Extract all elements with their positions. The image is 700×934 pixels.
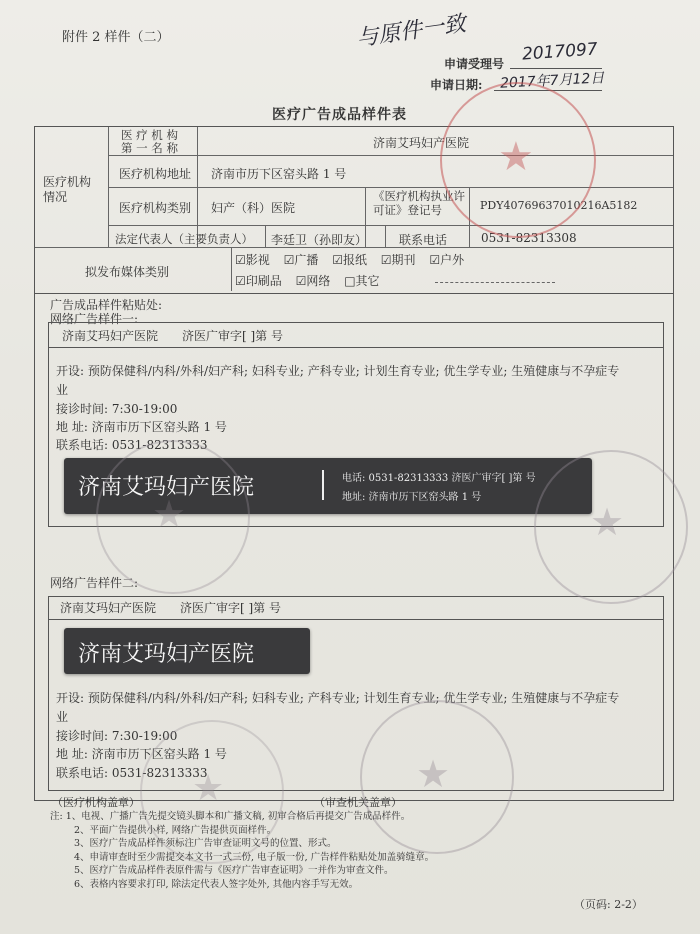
media-checkbox-radio[interactable]: ☑广播 (283, 253, 319, 267)
ad2-header-name: 济南艾玛妇产医院 (60, 601, 157, 615)
handwritten-note: 与原件一致 (355, 11, 468, 52)
accept-no-label: 申请受理号 (444, 57, 505, 71)
apply-date-value: 2017年7月12日 (499, 70, 605, 92)
media-checkbox-periodical[interactable]: ☑期刊 (380, 253, 416, 267)
license-label: 《医疗机构执业许可证》登记号 (373, 189, 465, 217)
note-line: 5、医疗广告成品样件表原件需与《医疗广告审查证明》一并作为审查文件。 (74, 865, 394, 876)
ad2-title: 网络广告样件二: (50, 576, 139, 590)
seal-star-icon: ★ (152, 492, 187, 536)
media-checkbox-newspaper[interactable]: ☑报纸 (332, 253, 367, 267)
seal-star-icon: ★ (498, 134, 534, 180)
form-title: 医疗广告成品样件表 (272, 107, 407, 123)
ad1-banner-phone: 电话: 0531-82313333 济医广审字[ ]第 号 (342, 473, 536, 484)
license-value: PDY40769637010216A5182 (480, 199, 638, 212)
ad2-phone: 联系电话: 0531-82313333 (56, 766, 208, 780)
note-line: 4、申请审查时至少需提交本文书一式三份, 电子版一份, 广告样件粘贴处加盖骑缝章。 (74, 851, 435, 863)
ad1-header-reg: 济医广审字[ ]第 号 (182, 329, 283, 343)
ad1-banner-divider (322, 470, 324, 500)
institution-seal-label: （医疗机构盖章） (52, 796, 140, 809)
category-value: 妇产（科）医院 (211, 201, 296, 215)
name-value: 济南艾玛妇产医院 (373, 136, 470, 150)
ad1-phone: 联系电话: 0531-82313333 (56, 438, 208, 452)
ad2-header-reg: 济医广审字[ ]第 号 (180, 601, 281, 615)
apply-date-label: 申请日期: (430, 78, 483, 92)
note-line: 2、平面广告提供小样, 网络广告提供页面样件。 (74, 824, 277, 836)
ad1-header-name: 济南艾玛妇产医院 (62, 329, 159, 343)
faded-seal-left (96, 440, 250, 594)
page-number: （页码: 2-2） (574, 898, 643, 911)
ad1-title: 网络广告样件一: (50, 312, 139, 326)
media-checkbox-tv[interactable]: ☑影视 (235, 253, 270, 267)
ad1-services-line2: 业 (56, 383, 69, 397)
ad2-address: 地 址: 济南市历下区窑头路 1 号 (56, 747, 227, 761)
address-value: 济南市历下区窑头路 1 号 (211, 167, 347, 181)
media-row-2 (235, 272, 390, 289)
media-label: 拟发布媒体类别 (85, 265, 170, 279)
ad1-banner-address: 地址: 济南市历下区窑头路 1 号 (342, 492, 482, 503)
note-line: 3、医疗广告成品样件须标注广告审查证明文号的位置、形式。 (74, 838, 337, 849)
attachment-label: 附件 2 样件（二） (62, 30, 170, 45)
sample-area-label: 广告成品样件粘贴处: (50, 298, 163, 312)
name-label: 医 疗 机 构 第 一 名 称 (121, 128, 178, 155)
hospital-seal-stamp (440, 82, 596, 238)
ad1-hours: 接诊时间: 7:30-19:00 (56, 402, 178, 416)
ad2-services-line2: 业 (56, 710, 69, 724)
category-label: 医疗机构类别 (119, 201, 192, 215)
seal-star-icon: ★ (416, 752, 451, 796)
note-line: 注: 1、电视、广播广告先提交镜头脚本和广播文稿, 初审合格后再提交广告成品样件。 (50, 811, 411, 822)
accept-no-value: 2017097 (521, 39, 599, 65)
media-checkbox-print[interactable]: ☑印刷品 (235, 274, 282, 288)
phone-label: 联系电话 (399, 233, 448, 247)
media-row-1 (235, 251, 474, 268)
rep-value: 李廷卫（孙即友） (271, 233, 368, 247)
section-label: 医疗机构情况 (43, 175, 92, 204)
address-label: 医疗机构地址 (119, 167, 192, 181)
media-checkbox-outdoor[interactable]: ☑户外 (429, 253, 465, 267)
phone-value: 0531-82313308 (481, 231, 577, 245)
rep-label: 法定代表人（主要负责人） (115, 232, 253, 246)
ad2-banner (64, 628, 310, 674)
seal-star-icon: ★ (590, 500, 625, 544)
media-checkbox-online[interactable]: ☑网络 (295, 274, 331, 288)
ad1-services-line1: 开设: 预防保健科/内科/外科/妇产科; 妇科专业; 产科专业; 计划生育专业; 优生学专业; 生殖健康与不孕症专 (56, 364, 620, 378)
media-checkbox-other[interactable]: □其它 (344, 274, 380, 288)
notes-section (50, 810, 434, 891)
ad2-banner-name: 济南艾玛妇产医院 (78, 642, 255, 667)
ad1-address: 地 址: 济南市历下区窑头路 1 号 (56, 420, 227, 434)
ad2-hours: 接诊时间: 7:30-19:00 (56, 729, 178, 743)
seal-star-icon: ★ (192, 768, 225, 809)
authority-seal-label: （审查机关盖章） (314, 796, 402, 809)
note-line: 6、表格内容要求打印, 除法定代表人签字处外, 其他内容手写无效。 (74, 878, 359, 890)
faded-seal-right (534, 450, 688, 604)
ad2-services-line1: 开设: 预防保健科/内科/外科/妇产科; 妇科专业; 产科专业; 计划生育专业; 优生学专业; 生殖健康与不孕症专 (56, 691, 620, 705)
ad1-banner-name: 济南艾玛妇产医院 (78, 475, 255, 500)
